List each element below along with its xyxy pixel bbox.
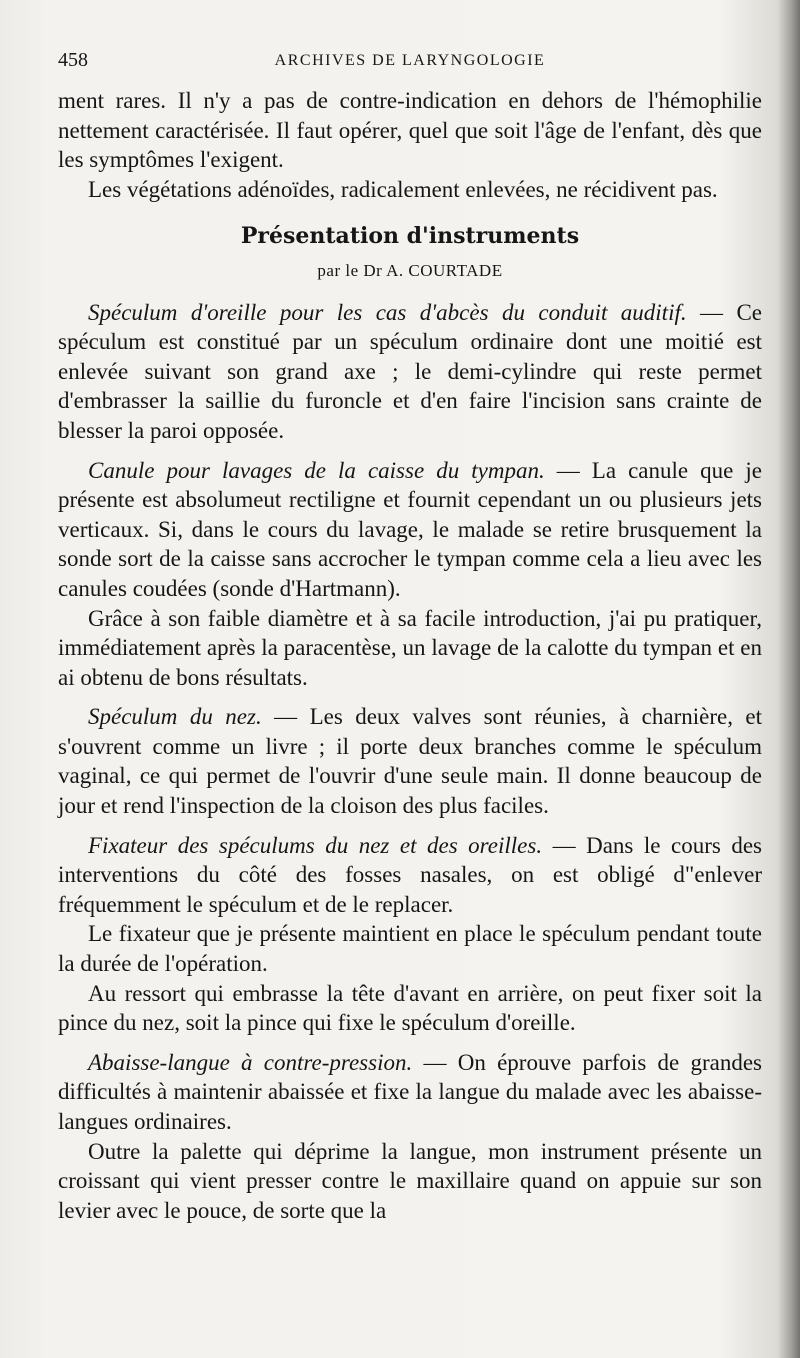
item-lead: Abaisse-langue à contre-pression. xyxy=(88,1049,413,1075)
item-lead: Canule pour lavages de la caisse du tympan. xyxy=(88,457,545,483)
page-spine-shadow xyxy=(778,0,800,1358)
item-lead: Spéculum d'oreille pour les cas d'abcès du conduit auditif. xyxy=(88,299,687,325)
item-body: — Dans le cours des interventions du côté des fosses nasales, on est obligé d"enlever fréquemment le spéculum et de le replacer. xyxy=(58,832,762,917)
item-paragraph: Au ressort qui embrasse la tête d'avant en arrière, on peut fixer soit la pince du nez, soit la pince qui fixe le spéculum d'oreille. xyxy=(58,980,762,1036)
page-header xyxy=(58,40,762,76)
paragraph-continuation: ment rares. Il n'y a pas de contre-indication en dehors de l'hémophilie nettement caractérisée. Il faut opérer, quel que soit l'âge de l'enfant, dès que les symptômes l'exigent. xyxy=(58,88,762,173)
page-number: 458 xyxy=(58,49,88,71)
item-body: — La canule que je présente est absolumeut rectiligne et fournit cependant un ou plusieurs jets verticaux. Si, dans le cours du lavage, le malade se retire brusquement la sonde sort de la caisse sans accrocher le tympan comme cela a lieu avec les canules coudées (sonde d'Hartmann). xyxy=(58,457,762,601)
section-title: Présentation d'instruments xyxy=(240,223,580,250)
item-paragraph: Le fixateur que je présente maintient en place le spéculum pendant toute la durée de l'opération. xyxy=(58,921,762,977)
item-lead: Spéculum du nez. xyxy=(88,704,262,730)
item-speculum-fixer xyxy=(58,831,762,920)
item-body: — On éprouve parfois de grandes difficultés à maintenir abaissée et fixe la langue du malade avec les abaisse-langues ordinaires. xyxy=(58,1049,762,1134)
section-byline: par le Dr A. COURTADE xyxy=(317,260,503,280)
item-body: — Les deux valves sont réunies, à charnière, et s'ouvrent comme un livre ; il porte deux branches comme le spéculum vaginal, ce qui permet de l'ouvrir d'une seule main. Il donne beaucoup de jour et rend l'inspection de la cloison des plus faciles. xyxy=(58,704,762,819)
item-tympan-cannula xyxy=(58,456,762,604)
item-paragraph: Outre la palette qui déprime la langue, mon instrument présente un croissant qui vient presser contre le maxillaire quand on appuie sur son levier avec le pouce, de sorte que la xyxy=(58,1138,762,1223)
item-paragraph: Grâce à son faible diamètre et à sa facile introduction, j'ai pu pratiquer, immédiatement après la paracentèse, un lavage de la calotte du tympan et en ai obtenu de bons résultats. xyxy=(58,605,762,690)
item-ear-speculum xyxy=(58,298,762,446)
running-title: ARCHIVES DE LARYNGOLOGIE xyxy=(274,52,546,69)
item-body: — Ce spéculum est constitué par un spéculum ordinaire dont une moitié est enlevée suivant son grand axe ; le demi-cylindre qui reste permet d'embrasser la saillie du furoncle et d'en faire l'incision sans crainte de blesser la paroi opposée. xyxy=(58,299,762,443)
page-text xyxy=(58,40,762,1225)
item-lead: Fixateur des spéculums du nez et des oreilles. xyxy=(88,832,543,858)
paragraph-adenoids: Les végétations adénoïdes, radicalement enlevées, ne récidivent pas. xyxy=(88,176,718,202)
item-nose-speculum xyxy=(58,702,762,820)
item-tongue-depressor xyxy=(58,1048,762,1137)
